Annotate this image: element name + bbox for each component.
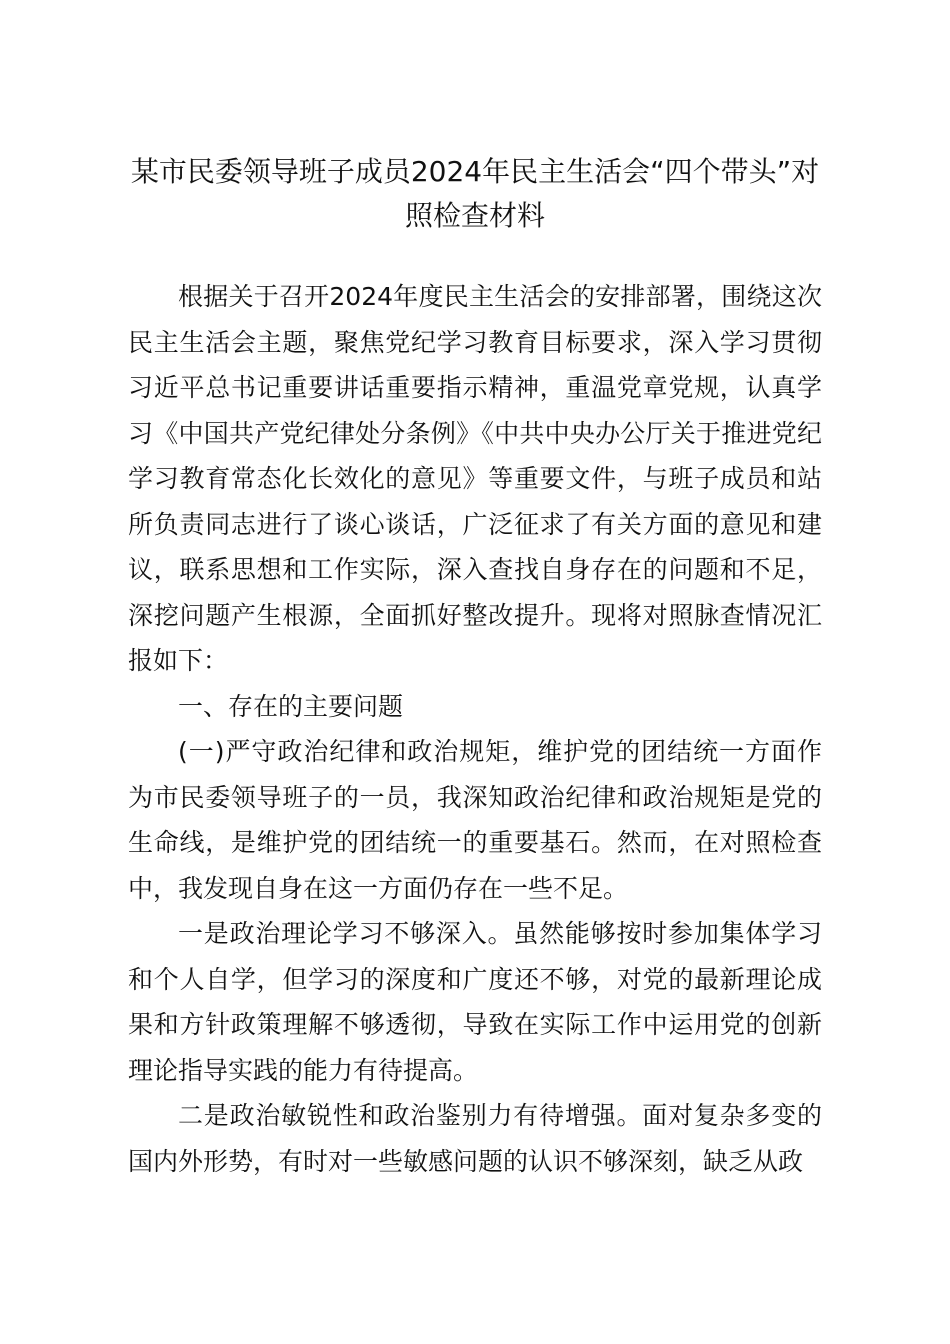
document-body <box>128 274 822 1184</box>
subsection-paragraph: (一)严守政治纪律和政治规矩，维护党的团结统一方面作为市民委领导班子的一员，我深知政治纪律和政治规矩是党的生命线，是维护党的团结统一的重要基石。然而，在对照检查中，我发现自身在这一方面仍存在一些不足。 <box>128 737 822 903</box>
section-heading: 一、存在的主要问题 <box>178 691 404 721</box>
document-title: 某市民委领导班子成员2024年民主生活会“四个带头”对照检查材料 <box>130 155 820 232</box>
point-one-paragraph: 一是政治理论学习不够深入。虽然能够按时参加集体学习和个人自学，但学习的深度和广度还不够，对党的最新理论成果和方针政策理解不够透彻，导致在实际工作中运用党的创新理论指导实践的能力有待提高。 <box>128 919 822 1085</box>
intro-paragraph: 根据关于召开2024年度民主生活会的安排部署，围绕这次民主生活会主题，聚焦党纪学习教育目标要求，深入学习贯彻习近平总书记重要讲话重要指示精神，重温党章党规，认真学习《中国共产党纪律处分条例》《中共中央办公厅关于推进党纪学习教育常态化长效化的意见》等重要文件，与班子成员和站所负责同志进行了谈心谈话，广泛征求了有关方面的意见和建议，联系思想和工作实际，深入查找自身存在的问题和不足，深挖问题产生根源，全面抓好整改提升。现将对照脉查情况汇报如下： <box>128 282 822 675</box>
point-two-paragraph: 二是政治敏锐性和政治鉴别力有待增强。面对复杂多变的国内外形势，有时对一些敏感问题的认识不够深刻，缺乏从政 <box>128 1101 822 1176</box>
